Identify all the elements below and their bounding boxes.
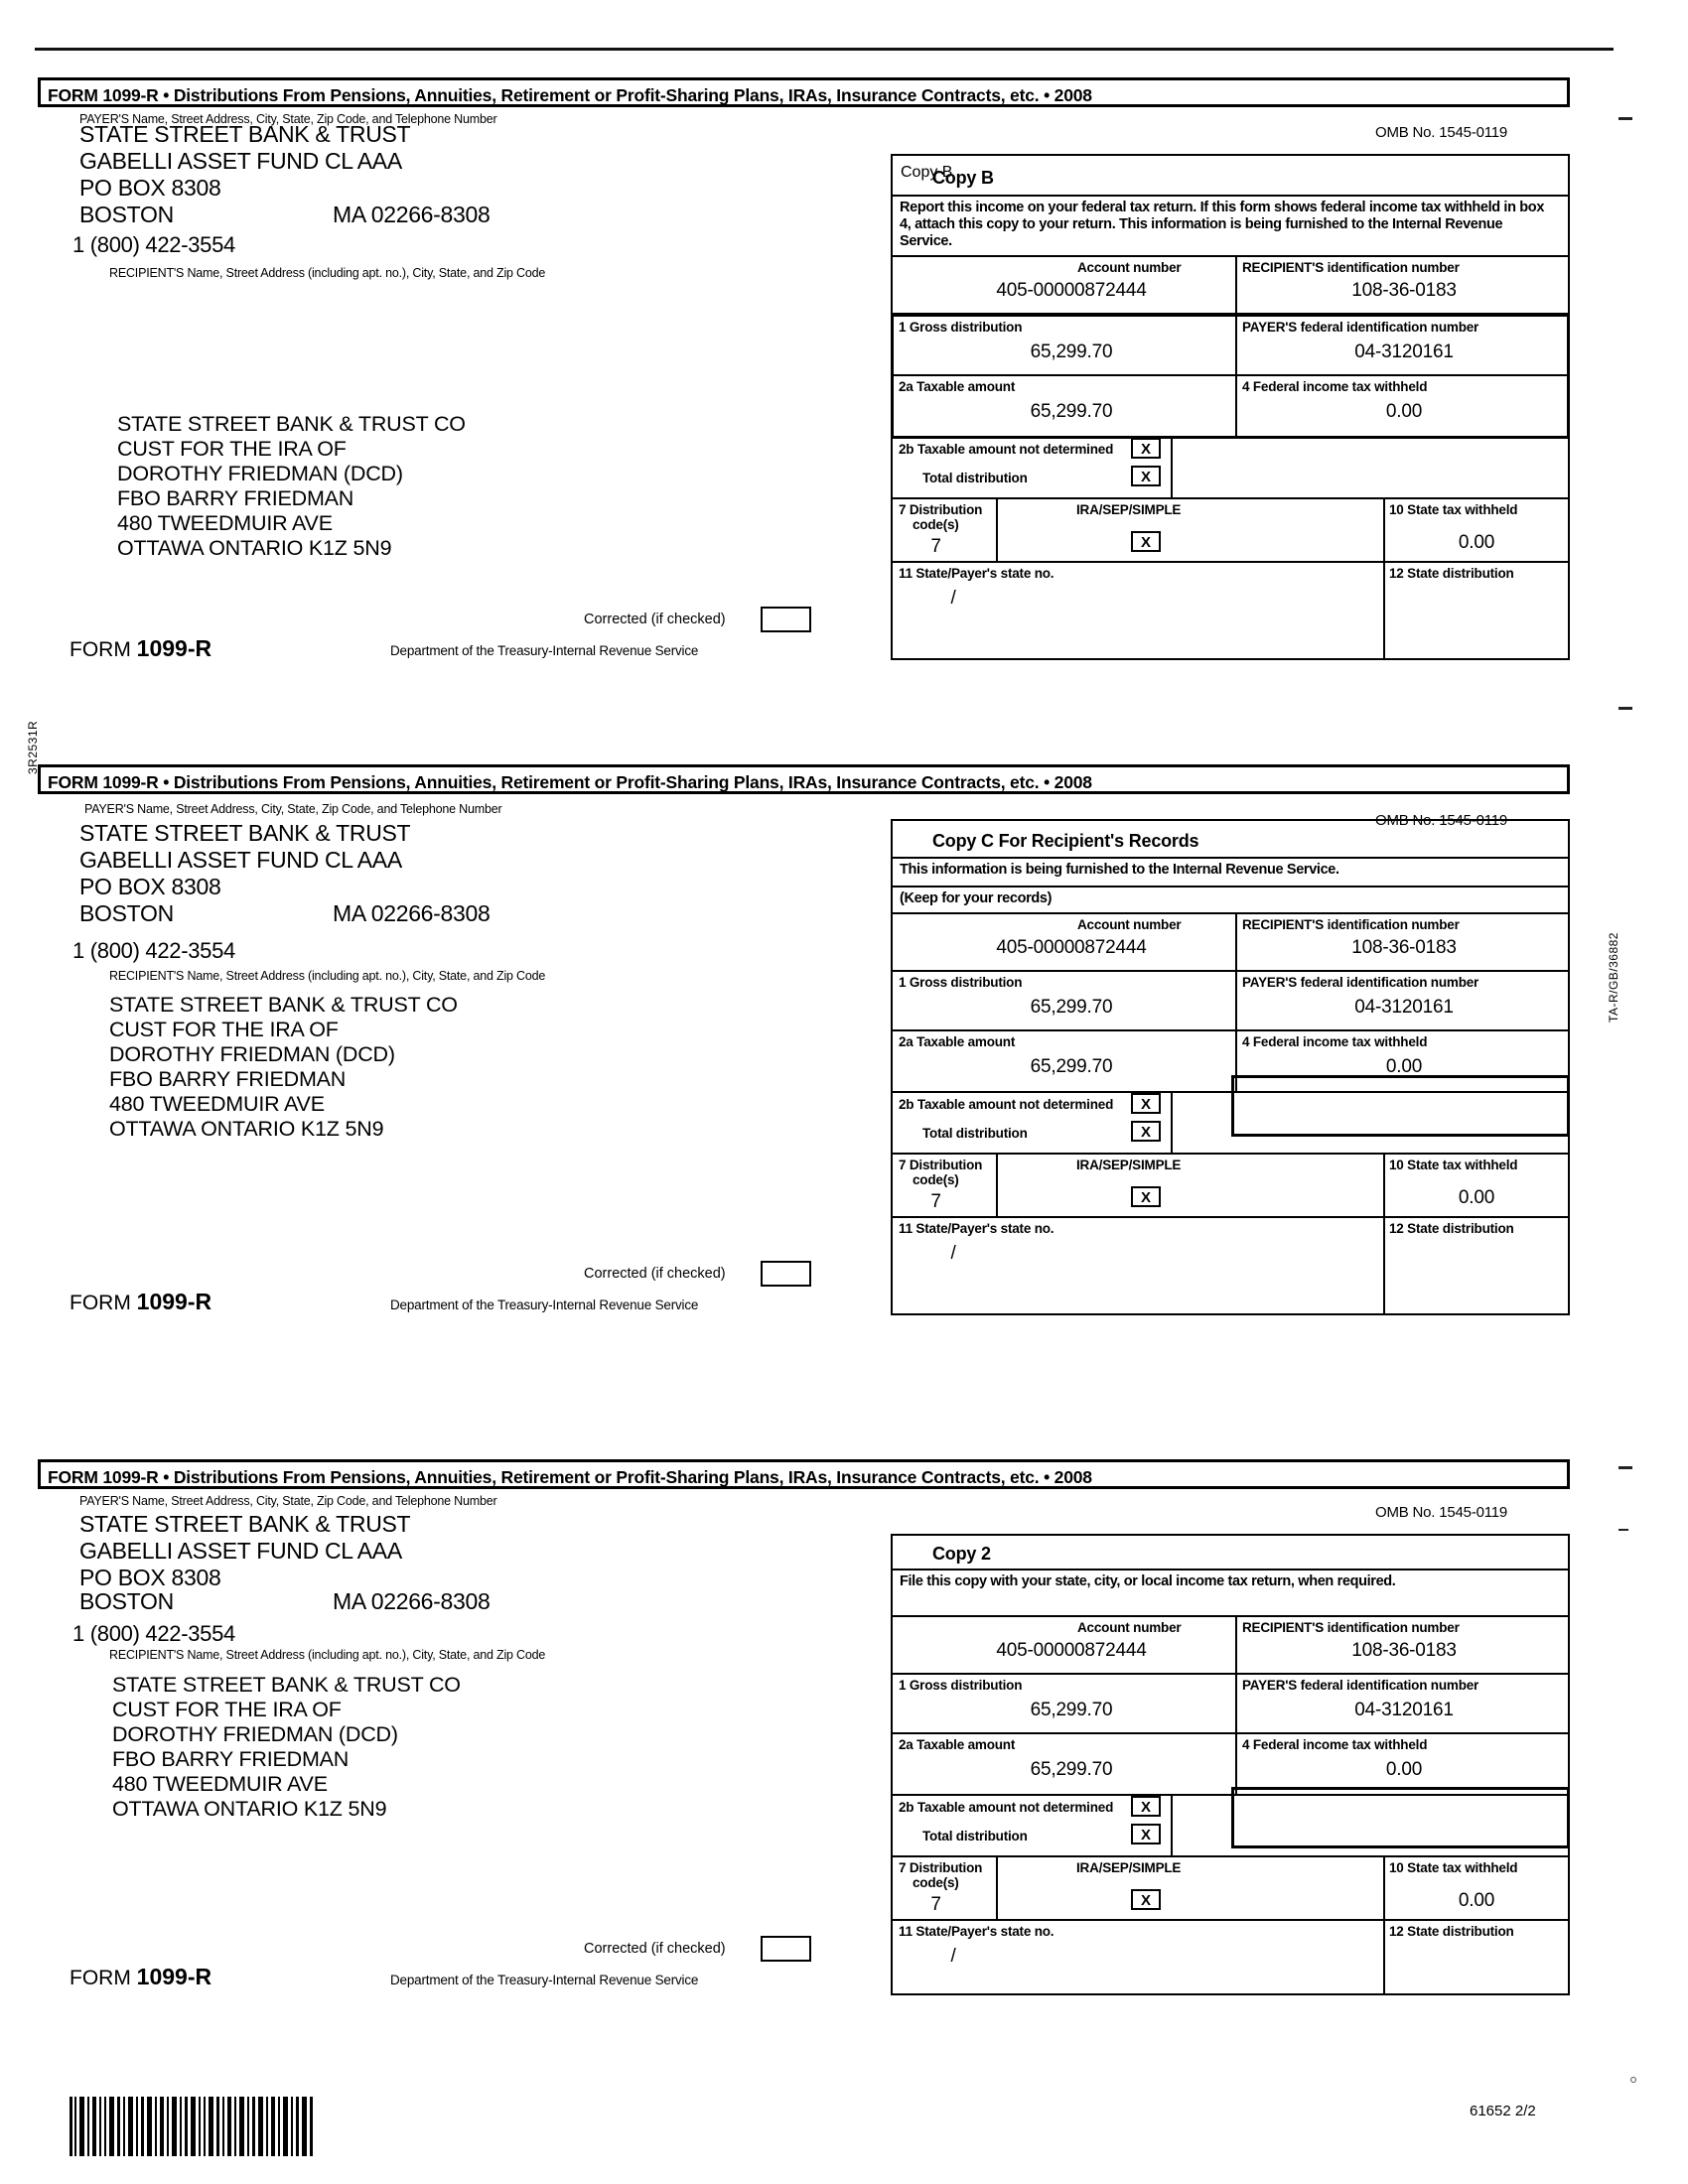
payer-state-zip: MA 02266-8308 <box>333 202 491 227</box>
form-footer <box>70 1289 211 1315</box>
label-box2a: 2a Taxable amount <box>899 1034 1016 1049</box>
payer-caption: PAYER'S Name, Street Address, City, State, Zip Code, and Telephone Number <box>79 1494 497 1508</box>
value-state-payer-no: / <box>950 1243 956 1264</box>
checkbox-ira-sep-simple[interactable]: X <box>1131 1186 1161 1207</box>
recipient-line-3: DOROTHY FRIEDMAN (DCD) <box>112 1722 398 1746</box>
payer-caption: PAYER'S Name, Street Address, City, State, Zip Code, and Telephone Number <box>79 112 497 126</box>
recipient-line-3: DOROTHY FRIEDMAN (DCD) <box>109 1042 395 1066</box>
divider <box>893 561 1568 563</box>
omb-number: OMB No. 1545-0119 <box>1375 124 1508 141</box>
payer-name-1: STATE STREET BANK & TRUST <box>79 820 411 846</box>
divider <box>1171 1091 1173 1153</box>
value-gross-distribution: 65,299.70 <box>1030 997 1113 1018</box>
recipient-line-4: FBO BARRY FRIEDMAN <box>112 1747 350 1771</box>
emphasis-box-3 <box>1231 1787 1570 1848</box>
payer-name-1: STATE STREET BANK & TRUST <box>79 1511 411 1537</box>
divider <box>996 497 998 561</box>
corrected-checkbox[interactable] <box>761 607 811 632</box>
checkbox-ira-sep-simple[interactable]: X <box>1131 531 1161 552</box>
divider <box>893 1569 1568 1570</box>
boxes-table-copy-2 <box>891 1534 1570 1995</box>
divider <box>1235 1673 1237 1732</box>
recipient-caption: RECIPIENT'S Name, Street Address (including apt. no.), City, State, and Zip Code <box>109 266 546 280</box>
corrected-checkbox[interactable] <box>761 1936 811 1962</box>
copy-title: Copy B <box>901 164 953 181</box>
divider <box>893 255 1568 257</box>
checkbox-taxable-not-determined[interactable]: X <box>1131 1796 1161 1817</box>
payer-address: PO BOX 8308 <box>79 1565 221 1590</box>
label-payer-fed-id: PAYER'S federal identification number <box>1242 1678 1479 1693</box>
payer-name-1: STATE STREET BANK & TRUST <box>79 121 411 147</box>
label-total-distribution: Total distribution <box>922 1829 1028 1843</box>
copy-2-text: File this copy with your state, city, or local income tax return, when required. <box>900 1573 1396 1589</box>
form-title: FORM 1099-R • Distributions From Pensions, Annuities, Retirement or Profit-Sharing Plans, IRAs, Insurance Contracts, etc. • 2008 <box>38 77 1570 107</box>
form-copy-c <box>38 764 1570 794</box>
recipient-caption: RECIPIENT'S Name, Street Address (including apt. no.), City, State, and Zip Code <box>109 1648 546 1662</box>
value-payer-fed-id: 04-3120161 <box>1354 997 1454 1018</box>
top-rule <box>35 48 1614 51</box>
emphasis-box-1 <box>891 313 1570 439</box>
payer-city: BOSTON <box>79 1588 174 1614</box>
payer-address: PO BOX 8308 <box>79 175 221 201</box>
divider <box>1235 970 1237 1029</box>
value-state-payer-no: / <box>950 588 956 609</box>
payer-name-2: GABELLI ASSET FUND CL AAA <box>79 1538 402 1564</box>
value-federal-tax-withheld: 0.00 <box>1385 1759 1423 1780</box>
value-state-tax-withheld: 0.00 <box>1458 1187 1495 1208</box>
value-distribution-code: 7 <box>930 1191 941 1212</box>
divider <box>893 1153 1568 1155</box>
value-recipient-id: 108-36-0183 <box>1351 937 1457 958</box>
divider <box>893 1855 1568 1857</box>
value-recipient-id: 108-36-0183 <box>1351 1640 1457 1661</box>
value-account-number: 405-00000872444 <box>996 937 1147 958</box>
label-box2b: 2b Taxable amount not determined <box>899 1800 1114 1815</box>
value-taxable-amount: 65,299.70 <box>1030 401 1113 422</box>
label-box12: 12 State distribution <box>1389 566 1514 581</box>
payer-caption: PAYER'S Name, Street Address, City, State, Zip Code, and Telephone Number <box>84 802 502 816</box>
checkbox-total-distribution[interactable]: X <box>1131 1824 1161 1844</box>
recipient-caption: RECIPIENT'S Name, Street Address (including apt. no.), City, State, and Zip Code <box>109 969 546 983</box>
payer-state-zip: MA 02266-8308 <box>333 1588 491 1614</box>
recipient-line-6: OTTAWA ONTARIO K1Z 5N9 <box>112 1797 387 1821</box>
checkbox-taxable-not-determined[interactable]: X <box>1131 1093 1161 1114</box>
recipient-line-5: 480 TWEEDMUIR AVE <box>109 1092 325 1116</box>
page-number: 61652 2/2 <box>1470 2103 1536 2119</box>
value-account-number: 405-00000872444 <box>996 280 1147 301</box>
label-box1: 1 Gross distribution <box>899 975 1023 990</box>
edge-tick <box>1618 1466 1632 1469</box>
divider <box>1235 912 1237 970</box>
label-box4: 4 Federal income tax withheld <box>1242 1737 1428 1752</box>
value-recipient-id: 108-36-0183 <box>1351 280 1457 301</box>
label-recipient-id: RECIPIENT'S identification number <box>1242 917 1460 932</box>
value-distribution-code: 7 <box>930 1894 941 1915</box>
divider <box>1383 1216 1385 1313</box>
value-federal-tax-withheld: 0.00 <box>1385 1056 1423 1077</box>
recipient-line-2: CUST FOR THE IRA OF <box>117 437 347 461</box>
value-taxable-amount: 65,299.70 <box>1030 1759 1113 1780</box>
payer-city: BOSTON <box>79 900 174 926</box>
department-text: Department of the Treasury-Internal Revenue Service <box>390 643 699 658</box>
value-state-tax-withheld: 0.00 <box>1458 532 1495 553</box>
copy-2-title: Copy 2 <box>932 1544 991 1564</box>
label-box4: 4 Federal income tax withheld <box>1242 379 1428 394</box>
form-title: FORM 1099-R • Distributions From Pensions, Annuities, Retirement or Profit-Sharing Plans, IRAs, Insurance Contracts, etc. • 2008 <box>38 1459 1570 1489</box>
label-account-number: Account number <box>1077 1620 1182 1635</box>
label-box4: 4 Federal income tax withheld <box>1242 1034 1428 1049</box>
divider <box>893 886 1568 887</box>
value-state-payer-no: / <box>950 1946 956 1967</box>
label-box2a: 2a Taxable amount <box>899 379 1016 394</box>
payer-address: PO BOX 8308 <box>79 874 221 899</box>
value-taxable-amount: 65,299.70 <box>1030 1056 1113 1077</box>
copy-c-text: This information is being furnished to the Internal Revenue Service. <box>900 862 1339 878</box>
label-box1: 1 Gross distribution <box>899 320 1023 335</box>
recipient-line-5: 480 TWEEDMUIR AVE <box>117 511 333 535</box>
recipient-line-1: STATE STREET BANK & TRUST CO <box>112 1673 461 1697</box>
divider <box>996 1153 998 1216</box>
checkbox-taxable-not-determined[interactable]: X <box>1131 438 1161 459</box>
recipient-line-6: OTTAWA ONTARIO K1Z 5N9 <box>109 1117 384 1141</box>
payer-phone: 1 (800) 422-3554 <box>72 1621 235 1646</box>
divider <box>893 195 1568 197</box>
label-box10: 10 State tax withheld <box>1389 1860 1518 1875</box>
label-box2b: 2b Taxable amount not determined <box>899 442 1114 457</box>
payer-name-2: GABELLI ASSET FUND CL AAA <box>79 847 402 873</box>
form-footer-prefix: FORM <box>70 1292 131 1314</box>
recipient-line-4: FBO BARRY FRIEDMAN <box>109 1067 347 1091</box>
label-box7-sub: code(s) <box>913 1172 959 1187</box>
recipient-line-6: OTTAWA ONTARIO K1Z 5N9 <box>117 536 392 560</box>
divider <box>893 497 1568 499</box>
recipient-line-1: STATE STREET BANK & TRUST CO <box>117 412 466 436</box>
department-text: Department of the Treasury-Internal Revenue Service <box>390 1297 699 1312</box>
divider <box>893 857 1568 859</box>
payer-phone: 1 (800) 422-3554 <box>72 938 235 963</box>
label-account-number: Account number <box>1077 917 1182 932</box>
copy-b-text: Report this income on your federal tax return. If this form shows federal income tax withheld in box 4, attach this copy to your return. This information is being furnished to the Internal Revenue Service. <box>900 200 1545 249</box>
value-account-number: 405-00000872444 <box>996 1640 1147 1661</box>
label-box10: 10 State tax withheld <box>1389 1158 1518 1172</box>
payer-city: BOSTON <box>79 202 174 227</box>
side-code-left: 3R2531R <box>26 720 40 774</box>
label-ira-sep-simple: IRA/SEP/SIMPLE <box>1076 1158 1182 1172</box>
edge-tick <box>1618 117 1632 120</box>
form-title: FORM 1099-R • Distributions From Pensions, Annuities, Retirement or Profit-Sharing Plans, IRAs, Insurance Contracts, etc. • 2008 <box>38 764 1570 794</box>
divider <box>893 1216 1568 1218</box>
label-payer-fed-id: PAYER'S federal identification number <box>1242 975 1479 990</box>
recipient-line-2: CUST FOR THE IRA OF <box>112 1698 342 1721</box>
value-state-tax-withheld: 0.00 <box>1458 1890 1495 1911</box>
label-box7: 7 Distribution <box>899 502 983 517</box>
divider <box>1235 1732 1237 1794</box>
label-box7: 7 Distribution <box>899 1860 983 1875</box>
copy-b-title: Copy B <box>932 168 994 188</box>
label-box12: 12 State distribution <box>1389 1924 1514 1939</box>
barcode <box>70 2097 318 2156</box>
value-gross-distribution: 65,299.70 <box>1030 1700 1113 1720</box>
divider <box>893 970 1568 972</box>
value-distribution-code: 7 <box>930 536 941 557</box>
payer-phone: 1 (800) 422-3554 <box>72 232 235 257</box>
label-box10: 10 State tax withheld <box>1389 502 1518 517</box>
label-box7: 7 Distribution <box>899 1158 983 1172</box>
label-box2a: 2a Taxable amount <box>899 1737 1016 1752</box>
value-federal-tax-withheld: 0.00 <box>1385 401 1423 422</box>
corrected-label: Corrected (if checked) <box>584 612 726 627</box>
edge-tick <box>1618 1529 1628 1531</box>
form-footer-prefix: FORM <box>70 638 131 661</box>
label-box2b: 2b Taxable amount not determined <box>899 1097 1114 1112</box>
divider <box>1235 1615 1237 1673</box>
omb-number: OMB No. 1545-0119 <box>1375 1504 1508 1521</box>
recipient-line-4: FBO BARRY FRIEDMAN <box>117 486 354 510</box>
label-account-number: Account number <box>1077 260 1182 275</box>
label-ira-sep-simple: IRA/SEP/SIMPLE <box>1076 502 1182 517</box>
divider <box>1383 561 1385 658</box>
omb-number: OMB No. 1545-0119 <box>1375 812 1508 829</box>
divider <box>893 1673 1568 1675</box>
divider <box>1171 1794 1173 1855</box>
divider <box>1235 255 1237 315</box>
recipient-line-3: DOROTHY FRIEDMAN (DCD) <box>117 462 403 485</box>
label-box11: 11 State/Payer's state no. <box>899 1221 1055 1236</box>
department-text: Department of the Treasury-Internal Revenue Service <box>390 1973 699 1987</box>
boxes-table-copy-c <box>891 819 1570 1315</box>
divider <box>893 1919 1568 1921</box>
copy-c-title: Copy C For Recipient's Records <box>932 831 1199 851</box>
label-recipient-id: RECIPIENT'S identification number <box>1242 260 1460 275</box>
form-footer-prefix: FORM <box>70 1967 131 1989</box>
form-footer-name: 1099-R <box>136 1289 212 1314</box>
divider <box>893 1029 1568 1031</box>
form-footer <box>70 1964 211 1990</box>
divider <box>996 1855 998 1919</box>
label-total-distribution: Total distribution <box>922 1126 1028 1141</box>
form-copy-b <box>38 77 1570 107</box>
label-payer-fed-id: PAYER'S federal identification number <box>1242 320 1479 335</box>
divider <box>1171 436 1173 497</box>
label-box7-sub: code(s) <box>913 1875 959 1890</box>
recipient-line-2: CUST FOR THE IRA OF <box>109 1018 339 1041</box>
corrected-checkbox[interactable] <box>761 1261 811 1287</box>
label-ira-sep-simple: IRA/SEP/SIMPLE <box>1076 1860 1182 1875</box>
label-box7-sub: code(s) <box>913 517 959 532</box>
side-code-right: TA-R/GB/36882 <box>1607 932 1620 1023</box>
corrected-label: Corrected (if checked) <box>584 1266 726 1282</box>
corrected-label: Corrected (if checked) <box>584 1941 726 1957</box>
recipient-line-1: STATE STREET BANK & TRUST CO <box>109 993 458 1017</box>
form-footer <box>70 635 211 662</box>
checkbox-total-distribution[interactable]: X <box>1131 466 1161 486</box>
checkbox-total-distribution[interactable]: X <box>1131 1121 1161 1142</box>
divider <box>893 1732 1568 1734</box>
label-recipient-id: RECIPIENT'S identification number <box>1242 1620 1460 1635</box>
label-box11: 11 State/Payer's state no. <box>899 566 1055 581</box>
value-payer-fed-id: 04-3120161 <box>1354 1700 1454 1720</box>
label-total-distribution: Total distribution <box>922 471 1028 485</box>
divider <box>1383 1919 1385 1994</box>
checkbox-ira-sep-simple[interactable]: X <box>1131 1889 1161 1910</box>
form-copy-2 <box>38 1459 1570 1489</box>
form-footer-name: 1099-R <box>136 1964 212 1989</box>
label-box1: 1 Gross distribution <box>899 1678 1023 1693</box>
value-gross-distribution: 65,299.70 <box>1030 341 1113 362</box>
emphasis-box-2 <box>1231 1075 1570 1137</box>
copy-c-text-2: (Keep for your records) <box>900 890 1053 906</box>
value-payer-fed-id: 04-3120161 <box>1354 341 1454 362</box>
payer-state-zip: MA 02266-8308 <box>333 900 491 926</box>
edge-dot <box>1630 2077 1636 2083</box>
label-box11: 11 State/Payer's state no. <box>899 1924 1055 1939</box>
divider <box>893 1615 1568 1617</box>
divider <box>893 912 1568 914</box>
label-box12: 12 State distribution <box>1389 1221 1514 1236</box>
recipient-line-5: 480 TWEEDMUIR AVE <box>112 1772 328 1796</box>
payer-name-2: GABELLI ASSET FUND CL AAA <box>79 148 402 174</box>
form-footer-name: 1099-R <box>136 635 212 661</box>
edge-tick <box>1618 707 1632 710</box>
